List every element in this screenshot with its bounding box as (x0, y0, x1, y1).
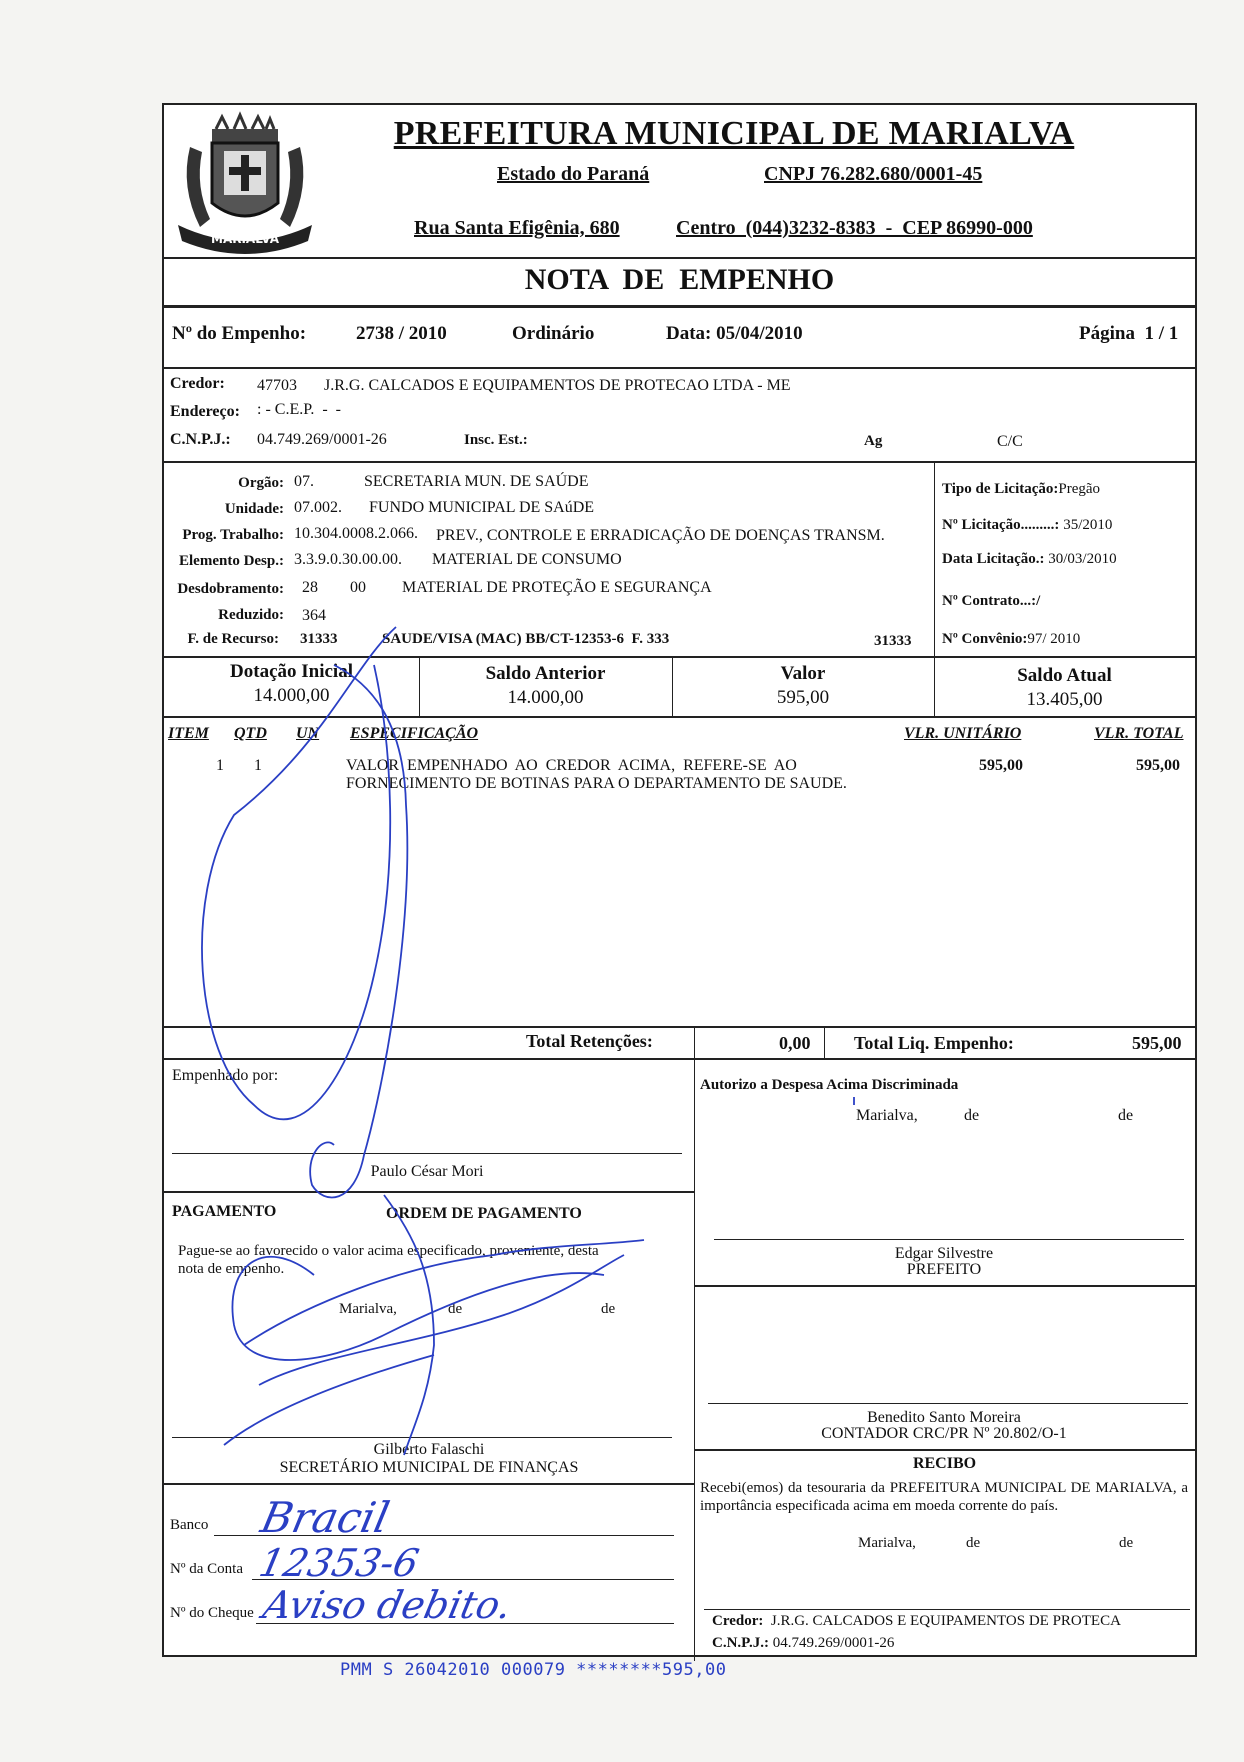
table-row (164, 757, 1195, 797)
tipo-licitacao-label: Tipo de Licitação: (942, 481, 1059, 497)
empenhado-por-label: Empenhado por: (172, 1067, 279, 1084)
col-vlr-total-header: VLR. TOTAL (1094, 725, 1184, 742)
desdobramento-code: 28 (302, 579, 318, 596)
address-label: Rua Santa Efigênia, 680 (414, 217, 620, 239)
elemento-label: Elemento Desp.: (179, 553, 284, 569)
col-especificacao-header: ESPECIFICAÇÃO (350, 725, 479, 742)
municipal-coat-of-arms-logo (170, 107, 320, 255)
orgao-code: 07. (294, 473, 314, 490)
svg-text:MARIALVA: MARIALVA (211, 232, 279, 246)
recibo-credor (712, 1613, 1121, 1630)
recibo-credor-label: Credor: (712, 1613, 764, 1629)
tipo-licitacao-value: Pregão (1058, 481, 1101, 497)
empenho-date: Data: 05/04/2010 (666, 323, 803, 344)
total-retencoes-label: Total Retenções: (526, 1031, 653, 1051)
data-licitacao (942, 551, 1117, 568)
col-un-header: UN (296, 725, 320, 742)
insc-est-label: Insc. Est.: (464, 432, 528, 448)
contador-name: Benedito Santo Moreira (867, 1409, 1021, 1426)
recibo-de-2: de (1119, 1535, 1134, 1551)
data-licitacao-label: Data Licitação.: (942, 551, 1045, 567)
nota-de-empenho-document (162, 103, 1197, 1657)
item-desc-line1: VALOR EMPENHADO AO CREDOR ACIMA, REFERE-SE AO (346, 757, 797, 774)
elemento-desc: MATERIAL DE CONSUMO (432, 551, 622, 568)
item-total-value: 595,00 (1136, 757, 1180, 774)
prefeito-title: PREFEITO (906, 1261, 982, 1278)
prog-code: 10.304.0008.2.066. (294, 525, 418, 542)
contact-label: Centro (044)3232-8383 - CEP 86990-000 (676, 217, 1033, 239)
col-item-header: ITEM (168, 725, 209, 742)
empenho-type: Ordinário (512, 323, 595, 344)
secretario-title: SECRETÁRIO MUNICIPAL DE FINANÇAS (279, 1459, 579, 1476)
desdobramento-desc: MATERIAL DE PROTEÇÃO E SEGURANÇA (402, 579, 712, 596)
pagamento-de-2: de (601, 1301, 616, 1317)
autorizo-de-1: de (964, 1107, 980, 1124)
recibo-text: Recebi(emos) da tesouraria da PREFEITURA MUNICIPAL DE MARIALVA, a importância especificada acima em moeda corrente do país. (700, 1480, 1188, 1514)
state-label: Estado do Paraná (497, 163, 650, 185)
recibo-de-1: de (966, 1535, 981, 1551)
dotacao-inicial-value: 14.000,00 (253, 685, 330, 706)
col-qtd-header: QTD (234, 725, 267, 742)
saldo-atual-value: 13.405,00 (1026, 689, 1103, 710)
prefeito-name: Edgar Silvestre (894, 1245, 994, 1262)
item-number: 1 (216, 757, 224, 774)
secretario-name: Gilberto Falaschi (373, 1441, 485, 1458)
saldo-atual-label: Saldo Atual (1017, 665, 1112, 686)
total-retencoes-value: 0,00 (779, 1033, 811, 1053)
banco-handwritten: Bracil (256, 1493, 394, 1542)
cheque-label: Nº do Cheque (170, 1605, 254, 1621)
orgao-label: Orgão: (238, 475, 284, 491)
desdobramento-sub: 00 (350, 579, 366, 596)
pagamento-de-1: de (448, 1301, 463, 1317)
valor-label: Valor (780, 663, 826, 684)
credor-code: 47703 (257, 377, 297, 394)
orgao-desc: SECRETARIA MUN. DE SAÚDE (364, 473, 589, 490)
saldo-anterior-label: Saldo Anterior (485, 663, 606, 684)
numero-convenio-label: Nº Convênio: (942, 631, 1028, 647)
elemento-code: 3.3.9.0.30.00.00. (294, 551, 402, 568)
prog-label: Prog. Trabalho: (182, 527, 284, 543)
numero-licitacao (942, 517, 1112, 534)
contador-title: CONTADOR CRC/PR Nº 20.802/O-1 (821, 1425, 1067, 1442)
empenho-number-label: Nº do Empenho: (172, 323, 307, 344)
banco-label: Banco (170, 1517, 209, 1533)
pagamento-place: Marialva, (339, 1301, 397, 1317)
autorizo-label: Autorizo a Despesa Acima Discriminada (700, 1077, 959, 1093)
credor-label: Credor: (170, 375, 225, 392)
valor-value: 595,00 (776, 687, 830, 708)
cc-label: C/C (997, 433, 1023, 450)
conta-label: Nº da Conta (170, 1561, 243, 1577)
saldo-anterior-value: 14.000,00 (507, 687, 584, 708)
conta-handwritten: 12353-6 (255, 1541, 423, 1585)
unidade-label: Unidade: (224, 501, 284, 517)
empenhado-por-name: Paulo César Mori (370, 1163, 484, 1180)
endereco-label: Endereço: (170, 403, 240, 420)
recurso-code-2: 31333 (874, 633, 912, 649)
item-qtd: 1 (254, 757, 262, 774)
numero-convenio (942, 631, 1080, 648)
col-vlr-unitario-header: VLR. UNITÁRIO (904, 725, 1022, 742)
ordem-pagamento-label: ORDEM DE PAGAMENTO (386, 1205, 582, 1222)
dotacao-inicial-label: Dotação Inicial (230, 661, 353, 682)
recibo-cnpj-label: C.N.P.J.: (712, 1635, 769, 1651)
numero-licitacao-value: 35/2010 (1063, 517, 1113, 533)
endereco-value: : - C.E.P. - - (257, 401, 341, 418)
data-licitacao-value: 30/03/2010 (1048, 551, 1117, 567)
cnpj-value: 04.749.269/0001-26 (257, 431, 387, 448)
autorizo-place: Marialva, (856, 1107, 918, 1124)
ag-label: Ag (864, 433, 883, 449)
unidade-code: 07.002. (294, 499, 342, 516)
recurso-code: 31333 (300, 631, 338, 647)
pague-text-2: nota de empenho. (178, 1261, 285, 1277)
recibo-cnpj (712, 1635, 894, 1652)
recibo-place: Marialva, (858, 1535, 916, 1551)
pagamento-label: PAGAMENTO (172, 1203, 277, 1220)
reduzido-label: Reduzido: (218, 607, 284, 623)
recibo-credor-value: J.R.G. CALCADOS E EQUIPAMENTOS DE PROTECA (770, 1613, 1121, 1629)
page-title: PREFEITURA MUNICIPAL DE MARIALVA (393, 115, 1075, 152)
prog-desc: PREV., CONTROLE E ERRADICAÇÃO DE DOENÇAS TRANSM. (436, 527, 885, 544)
credor-name: J.R.G. CALCADOS E EQUIPAMENTOS DE PROTECAO LTDA - ME (324, 377, 791, 394)
total-liq-value: 595,00 (1132, 1033, 1182, 1053)
recurso-label: F. de Recurso: (187, 631, 279, 647)
tipo-licitacao (942, 481, 1100, 498)
pague-text-1: Pague-se ao favorecido o valor acima especificado, proveniente, desta (178, 1243, 599, 1259)
numero-convenio-value: 97/ 2010 (1027, 631, 1081, 647)
recurso-desc: SAUDE/VISA (MAC) BB/CT-12353-6 F. 333 (382, 631, 670, 647)
autorizo-de-2: de (1118, 1107, 1134, 1124)
numero-licitacao-label: Nº Licitação.........: (942, 517, 1060, 533)
document-title: NOTA DE EMPENHO (524, 263, 835, 296)
cheque-handwritten: Aviso debito. (259, 1583, 516, 1627)
item-desc-line2: FORNECIMENTO DE BOTINAS PARA O DEPARTAMENTO DE SAUDE. (346, 775, 847, 792)
processing-stamp: PMM S 26042010 000079 ********595,00 (340, 1660, 727, 1680)
desdobramento-label: Desdobramento: (177, 581, 284, 597)
cnpj-label: C.N.P.J.: (170, 431, 231, 448)
total-liq-label: Total Liq. Empenho: (854, 1033, 1014, 1053)
page-number: Página 1 / 1 (1079, 323, 1179, 344)
cnpj-header: CNPJ 76.282.680/0001-45 (764, 163, 983, 185)
recibo-cnpj-value: 04.749.269/0001-26 (772, 1635, 895, 1651)
unidade-desc: FUNDO MUNICIPAL DE SAúDE (369, 499, 595, 516)
reduzido-value: 364 (302, 607, 326, 624)
recibo-label: RECIBO (912, 1455, 977, 1472)
empenho-number: 2738 / 2010 (356, 323, 447, 344)
numero-contrato: Nº Contrato...:/ (942, 593, 1041, 609)
item-unit-value: 595,00 (979, 757, 1023, 774)
